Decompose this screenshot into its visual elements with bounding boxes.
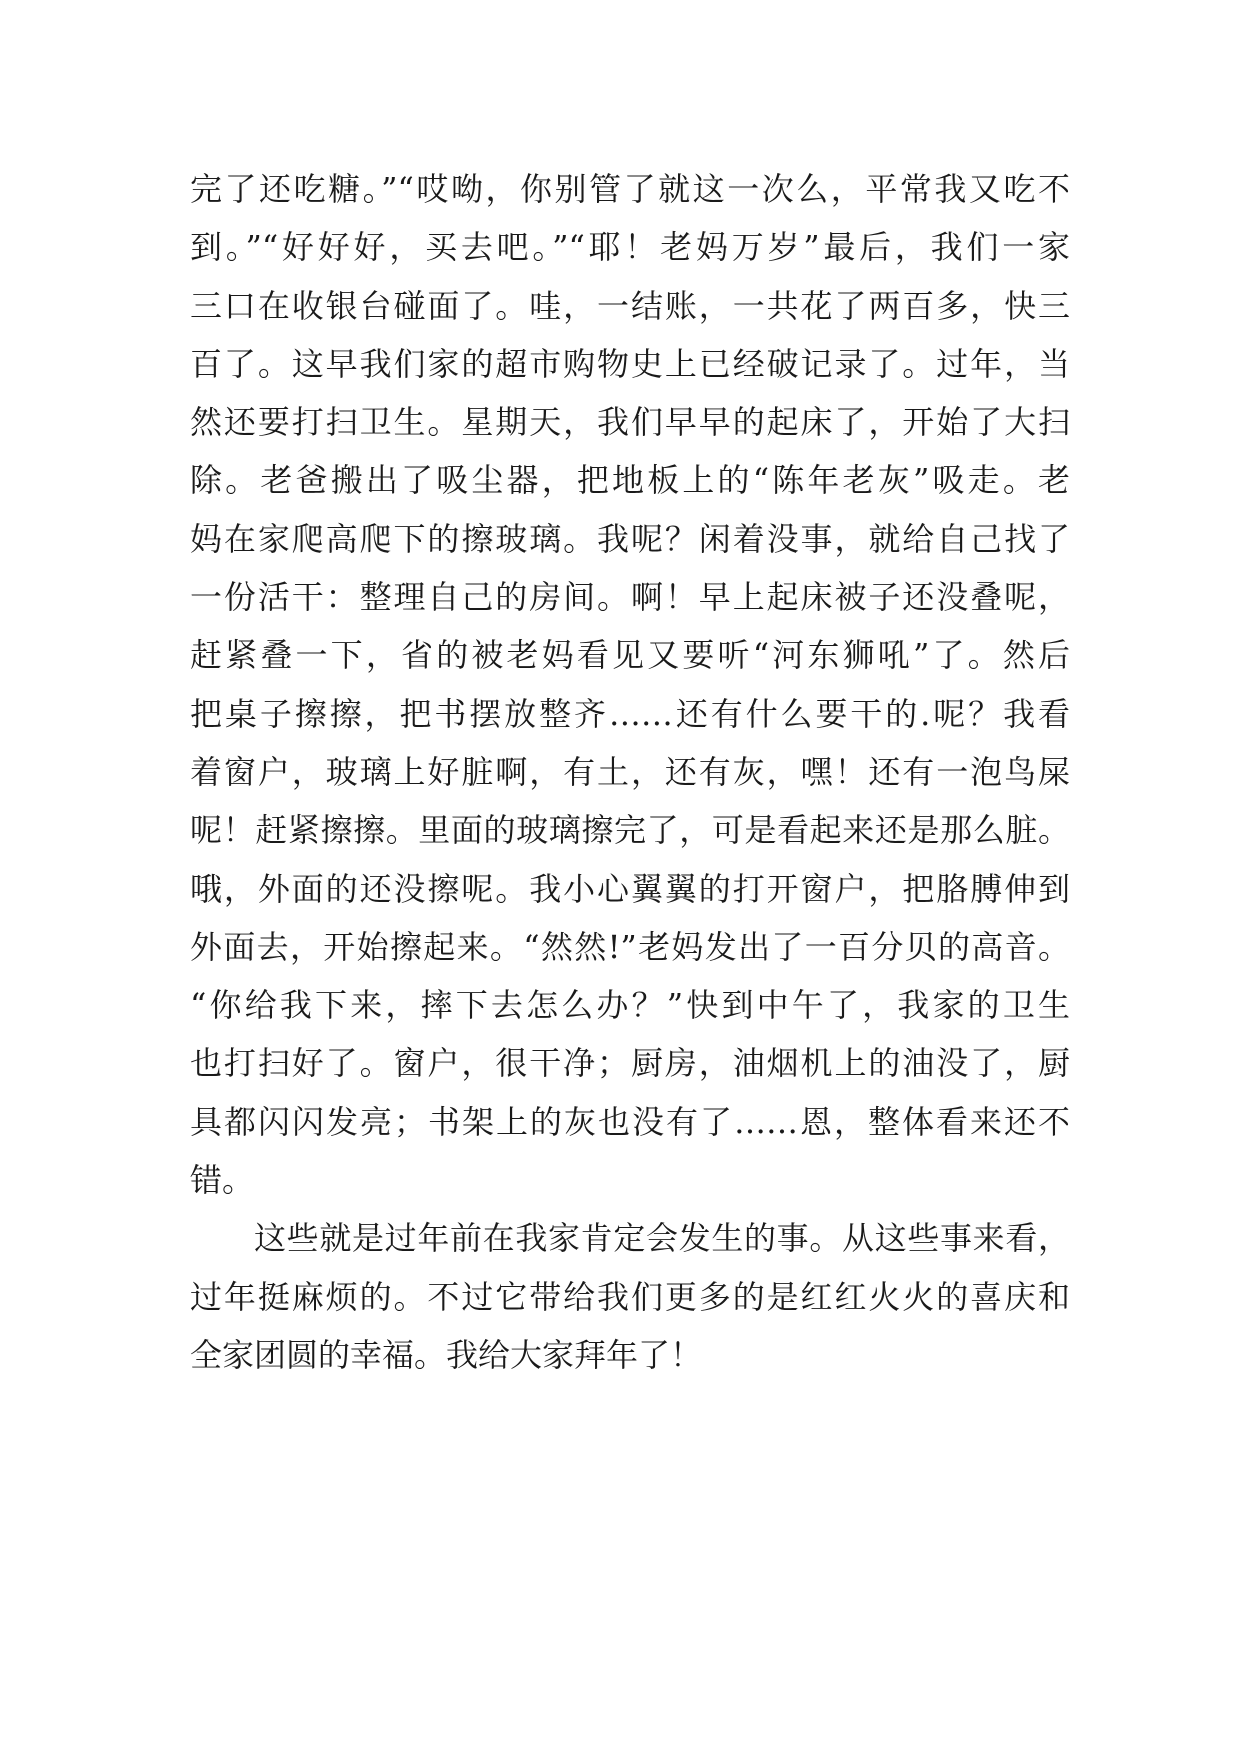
text-line: 三口在收银台碰面了。哇，一结账，一共花了两百多，快三: [190, 286, 1070, 325]
text-line: 具都闪闪发亮；书架上的灰也没有了……恩，整体看来还不: [190, 1102, 1070, 1141]
text-line: 全家团圆的幸福。我给大家拜年了！: [190, 1335, 703, 1374]
text-line: 完了还吃糖。”“哎呦，你别管了就这一次么，平常我又吃不: [190, 170, 1070, 208]
text-line: 到。”“好好好，买去吧。”“耶！老妈万岁”最后，我们一家: [190, 228, 1070, 267]
text-line: 一份活干：整理自己的房间。啊！早上起床被子还没叠呢，: [190, 578, 1070, 617]
text-line: 百了。这早我们家的超市购物史上已经破记录了。过年，当: [190, 344, 1070, 383]
text-line: 把桌子擦擦，把书摆放整齐……还有什么要干的.呢？我看: [190, 694, 1070, 733]
text-line: 哦，外面的还没擦呢。我小心翼翼的打开窗户，把胳膊伸到: [190, 869, 1070, 908]
text-line: 也打扫好了。窗户，很干净；厨房，油烟机上的油没了，厨: [190, 1044, 1070, 1083]
paragraph-1: [190, 160, 1070, 1209]
text-line: 错。: [190, 1161, 255, 1200]
text-line: “你给我下来，摔下去怎么办？”快到中午了，我家的卫生: [190, 986, 1070, 1025]
text-line: 外面去，开始擦起来。“然然!”老妈发出了一百分贝的高音。: [190, 927, 1070, 966]
text-line: 除。老爸搬出了吸尘器，把地板上的“陈年老灰”吸走。老: [190, 461, 1070, 500]
text-line: 呢！赶紧擦擦。里面的玻璃擦完了，可是看起来还是那么脏。: [190, 811, 1070, 850]
text-line: 这些就是过年前在我家肯定会发生的事。从这些事来看，: [254, 1219, 1070, 1258]
text-line: 赶紧叠一下，省的被老妈看见又要听“河东狮吼”了。然后: [190, 636, 1070, 675]
article-body: [190, 160, 1070, 1384]
text-line: 然还要打扫卫生。星期天，我们早早的起床了，开始了大扫: [190, 403, 1070, 442]
paragraph-2: [190, 1209, 1070, 1384]
text-line: 过年挺麻烦的。不过它带给我们更多的是红红火火的喜庆和: [190, 1277, 1070, 1316]
text-line: 妈在家爬高爬下的擦玻璃。我呢？闲着没事，就给自己找了: [190, 519, 1070, 558]
text-line: 着窗户，玻璃上好脏啊，有土，还有灰，嘿！还有一泡鸟屎: [190, 752, 1070, 791]
